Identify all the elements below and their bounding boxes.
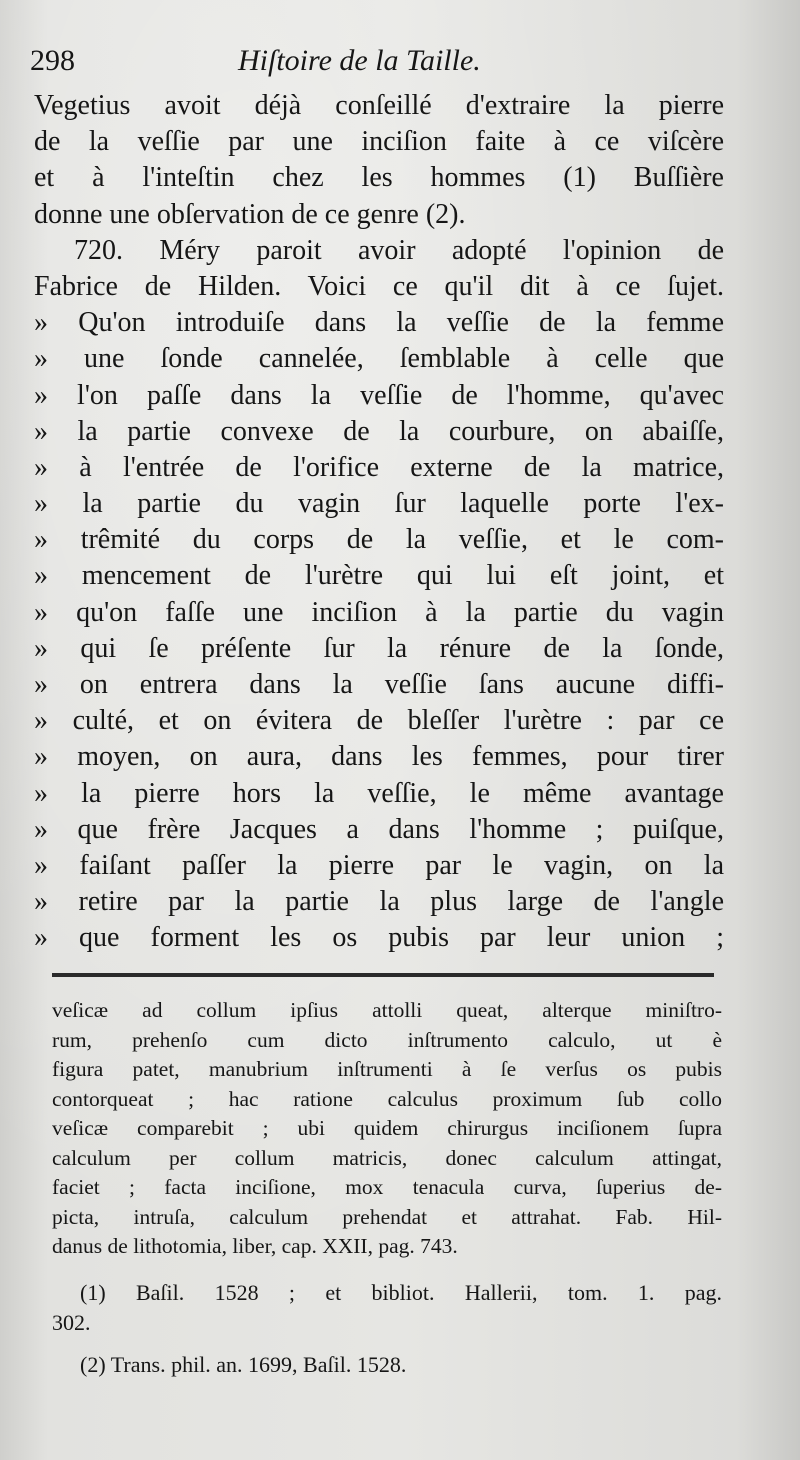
quote-line: » trêmité du corps de la veſſie, et le com- bbox=[34, 524, 724, 556]
quote-line: » une ſonde cannelée, ſemblable à celle que bbox=[34, 343, 724, 375]
quote-line: » retire par la partie la plus large de l'angle bbox=[34, 886, 724, 918]
main-text-block bbox=[34, 88, 724, 957]
note-line: veſicæ comparebit ; ubi quidem chirurgus inciſionem ſupra bbox=[52, 1116, 722, 1140]
text-line: de la veſſie par une inciſion faite à ce viſcère bbox=[34, 126, 724, 158]
note-line: danus de lithotomia, liber, cap. XXII, pag. 743. bbox=[52, 1234, 458, 1258]
footnote-1-continued: 302. bbox=[52, 1310, 91, 1335]
quote-line: » faiſant paſſer la pierre par le vagin, on la bbox=[34, 849, 724, 881]
footnotes-block bbox=[52, 1278, 722, 1380]
quote-line: » Qu'on introduiſe dans la veſſie de la femme bbox=[34, 307, 724, 339]
note-line: veſicæ ad collum ipſius attolli queat, alterque miniſtro- bbox=[52, 998, 722, 1022]
quote-line: » à l'entrée de l'orifice externe de la matrice, bbox=[34, 451, 724, 483]
footnote-1: (1) Baſil. 1528 ; et bibliot. Hallerii, tom. 1. pag. bbox=[80, 1280, 722, 1305]
quote-line: » l'on paſſe dans la veſſie de l'homme, qu'avec bbox=[34, 379, 724, 411]
quote-line: » culté, et on évitera de bleſſer l'urètre : par ce bbox=[34, 705, 724, 737]
note-line: picta, intruſa, calculum prehendat et attrahat. Fab. Hil- bbox=[52, 1204, 722, 1229]
quote-line: » que forment les os pubis par leur union ; bbox=[34, 922, 724, 954]
quote-line: » on entrera dans la veſſie ſans aucune diffi- bbox=[34, 669, 724, 700]
text-line: et à l'inteſtin chez les hommes (1) Buſſière bbox=[34, 162, 724, 194]
footnote-2: (2) Trans. phil. an. 1699, Baſil. 1528. bbox=[80, 1352, 407, 1377]
note-line: contorqueat ; hac ratione calculus proximum ſub collo bbox=[52, 1086, 722, 1111]
note-line: faciet ; facta inciſione, mox tenacula curva, ſuperius de- bbox=[52, 1175, 722, 1199]
text-line: 720. Méry paroit avoir adopté l'opinion de bbox=[74, 234, 724, 266]
text-line: donne une obſervation de ce genre (2). bbox=[34, 198, 466, 230]
quote-line: » que frère Jacques a dans l'homme ; puiſque, bbox=[34, 813, 724, 845]
page-header bbox=[30, 44, 730, 88]
quote-line: » la pierre hors la veſſie, le même avantage bbox=[34, 777, 724, 809]
page-number: 298 bbox=[30, 44, 75, 77]
text-line: Vegetius avoit déjà conſeillé d'extraire la pierre bbox=[34, 90, 724, 121]
quote-line: » moyen, on aura, dans les femmes, pour tirer bbox=[34, 741, 724, 773]
note-line: figura patet, manubrium inſtrumenti à ſe verſus os pubis bbox=[52, 1057, 722, 1081]
text-line: Fabrice de Hilden. Voici ce qu'il dit à ce ſujet. bbox=[34, 270, 724, 302]
latin-note-block bbox=[52, 996, 722, 1262]
quote-line: » qui ſe préſente ſur la rénure de la ſonde, bbox=[34, 632, 724, 664]
quote-line: » la partie convexe de la courbure, on abaiſſe, bbox=[34, 415, 724, 447]
quote-line: » mencement de l'urètre qui lui eſt joint, et bbox=[34, 560, 724, 592]
note-line: rum, prehenſo cum dicto inſtrumento calculo, ut è bbox=[52, 1027, 722, 1052]
quote-line: » qu'on faſſe une inciſion à la partie du vagin bbox=[34, 596, 724, 628]
note-line: calculum per collum matricis, donec calculum attingat, bbox=[52, 1145, 722, 1170]
running-title: Hiſtoire de la Taille. bbox=[238, 44, 481, 77]
footnote-divider bbox=[52, 973, 714, 977]
quote-line: » la partie du vagin ſur laquelle porte l'ex- bbox=[34, 488, 724, 520]
footnote-gap bbox=[52, 1338, 722, 1350]
